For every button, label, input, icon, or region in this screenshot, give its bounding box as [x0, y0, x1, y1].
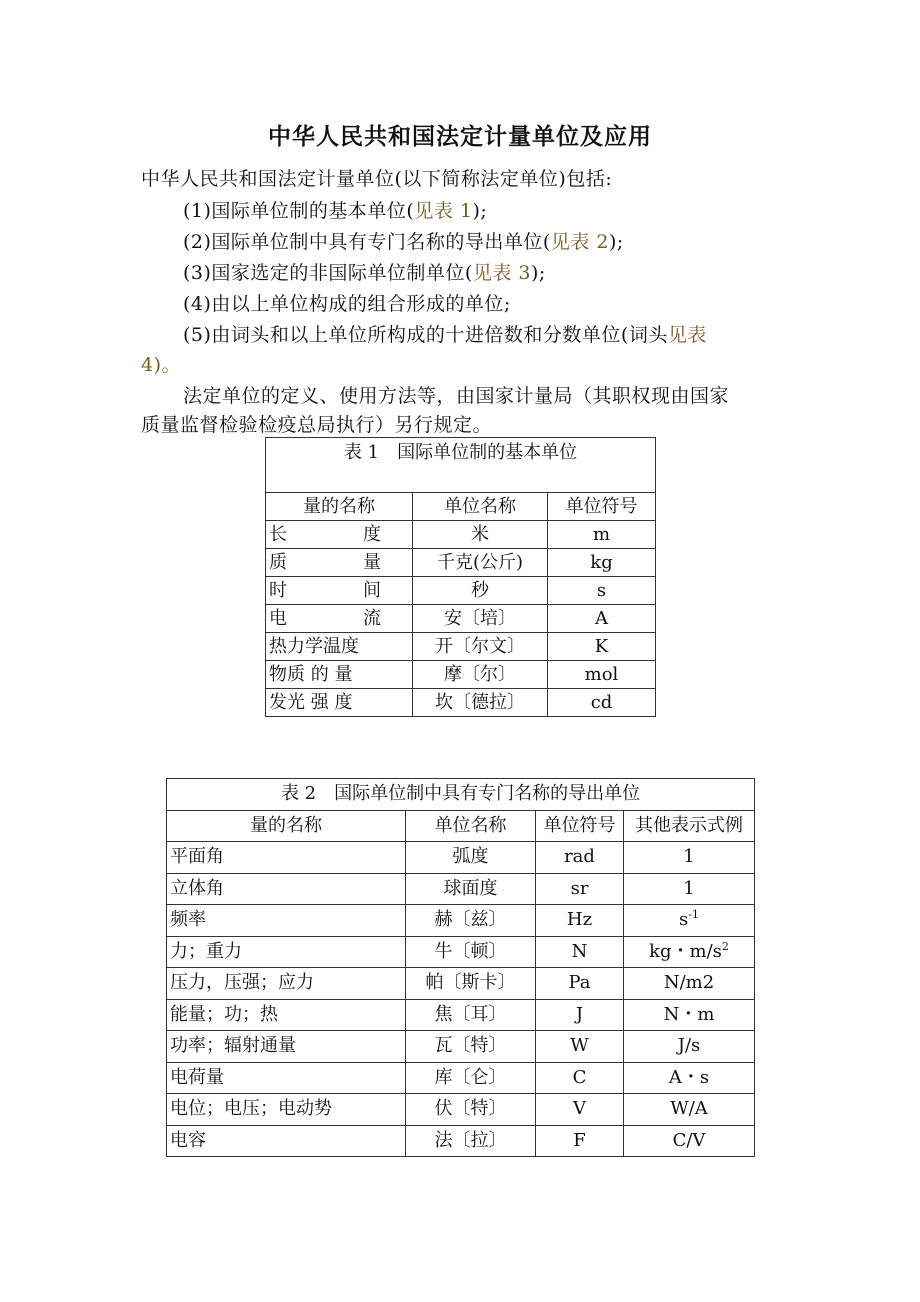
paragraph-line: 法定单位的定义、使用方法等，由国家计量局（其职权现由国家 — [183, 385, 730, 407]
quantity-name: 物质 的 量 — [266, 661, 413, 689]
intro-line: 中华人民共和国法定计量单位(以下简称法定单位)包括: — [141, 168, 613, 190]
list-item: (2)国际单位制中具有专门名称的导出单位(见表 2); — [183, 231, 624, 253]
table-row: 力；重力 牛〔顿〕 N kg・$m/s^2$ — [167, 936, 755, 968]
quantity-name: 时 间 — [266, 577, 413, 605]
column-header: 单位符号 — [548, 493, 656, 521]
quantity-name: 热力学温度 — [266, 633, 413, 661]
table-1-caption: 表 1 国际单位制的基本单位 — [266, 438, 656, 493]
column-header: 量的名称 — [266, 493, 413, 521]
table-row: 电位；电压；电动势 伏〔特〕 V W/A — [167, 1094, 755, 1126]
quantity-name: 质 量 — [266, 549, 413, 577]
table-row: 发光 强 度 坎〔德拉〕 cd — [266, 689, 656, 717]
table-row: 时 间 秒 s — [266, 577, 656, 605]
table-row: 功率；辐射通量 瓦〔特〕 W J/s — [167, 1031, 755, 1063]
table-reference-link[interactable]: 见表 3 — [472, 262, 531, 284]
paragraph-line: 质量监督检验检疫总局执行）另行规定。 — [141, 414, 493, 436]
table-row: 电荷量 库〔仑〕 C A・s — [167, 1062, 755, 1094]
list-item: (3)国家选定的非国际单位制单位(见表 3); — [183, 262, 546, 284]
column-header: 单位符号 — [536, 810, 624, 842]
table-row: 长 度 米 m — [266, 521, 656, 549]
page-title: 中华人民共和国法定计量单位及应用 — [268, 124, 652, 150]
list-item: (1)国际单位制的基本单位(见表 1); — [183, 200, 488, 222]
table-reference-link[interactable]: 见表 2 — [550, 231, 609, 253]
table-2 — [166, 778, 755, 1157]
table-row: 质 量 千克(公斤) kg — [266, 549, 656, 577]
table-row: 物质 的 量 摩〔尔〕 mol — [266, 661, 656, 689]
table-row: 热力学温度 开〔尔文〕 K — [266, 633, 656, 661]
quantity-name: 发光 强 度 — [266, 689, 413, 717]
list-item: (4)由以上单位构成的组合形成的单位; — [183, 293, 511, 315]
table-1 — [265, 437, 656, 717]
table-reference-link[interactable]: 见表 — [667, 324, 707, 346]
table-row: 能量；功；热 焦〔耳〕 J N・m — [167, 999, 755, 1031]
list-item-continuation: 4)。 — [141, 354, 182, 376]
table-2-caption: 表 2 国际单位制中具有专门名称的导出单位 — [167, 779, 755, 811]
quantity-name: 长 度 — [266, 521, 413, 549]
list-item: (5)由词头和以上单位所构成的十进倍数和分数单位(词头见表 — [183, 324, 707, 346]
table-row: 压力，压强；应力 帕〔斯卡〕 Pa N/m2 — [167, 968, 755, 1000]
table-row: 立体角 球面度 sr 1 — [167, 873, 755, 905]
quantity-name: 电 流 — [266, 605, 413, 633]
table-row: 频率 赫〔兹〕 Hz $s^{-1}$ — [167, 905, 755, 937]
table-row: 平面角 弧度 rad 1 — [167, 842, 755, 874]
column-header: 单位名称 — [413, 493, 548, 521]
table-row: 电 流 安〔培〕 A — [266, 605, 656, 633]
table-reference-link[interactable]: 见表 1 — [414, 200, 473, 222]
column-header: 单位名称 — [406, 810, 536, 842]
table-row: 电容 法〔拉〕 F C/V — [167, 1125, 755, 1157]
column-header: 其他表示式例 — [624, 810, 755, 842]
column-header: 量的名称 — [167, 810, 406, 842]
